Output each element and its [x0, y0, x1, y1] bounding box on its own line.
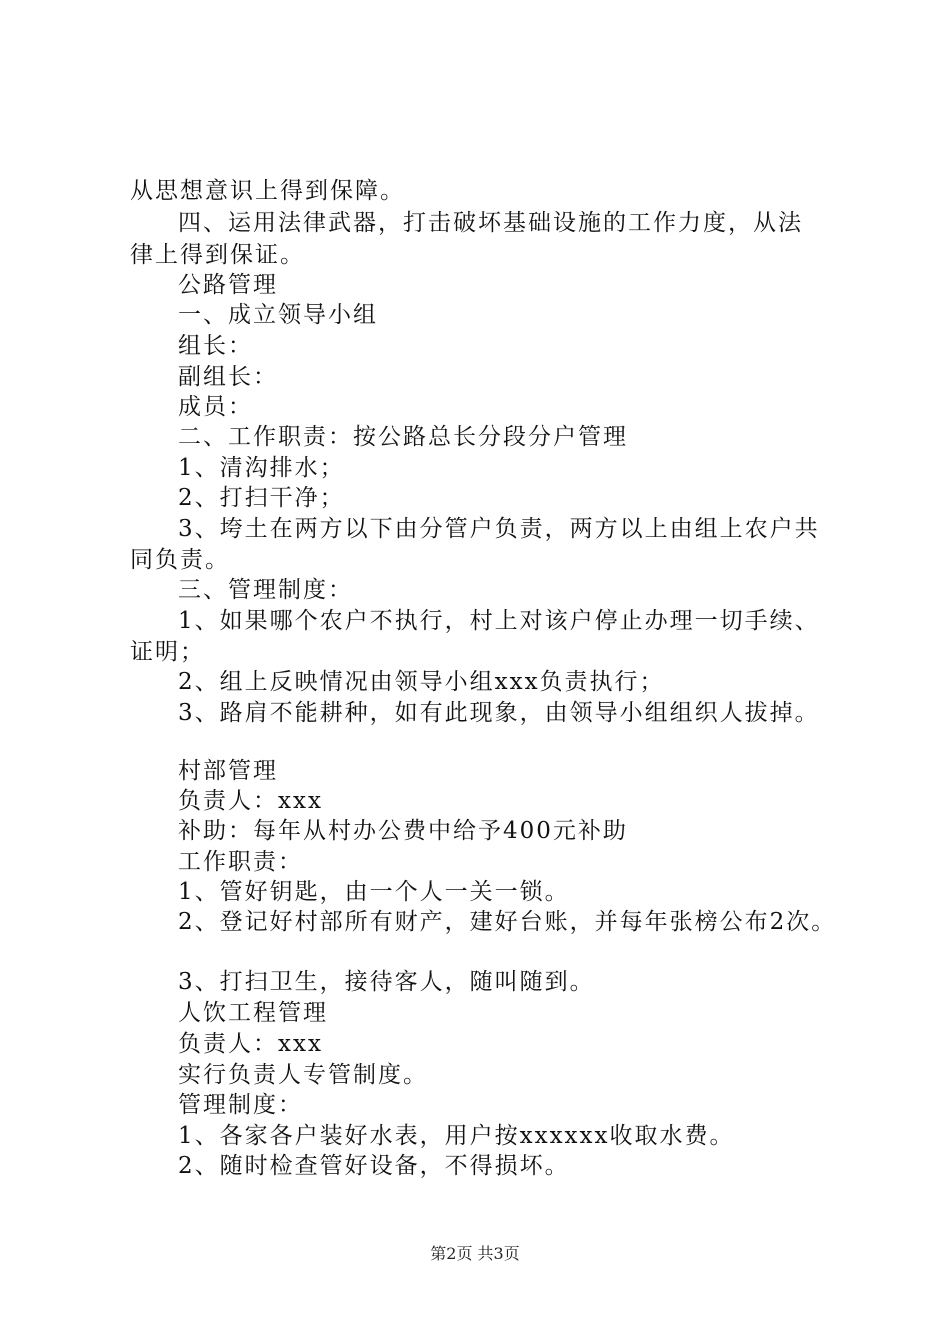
text-line: 副组长： — [178, 364, 278, 390]
text-line: 1、清沟排水； — [178, 455, 345, 481]
text-line: 三、管理制度： — [178, 577, 353, 603]
text-line: 负责人：xxx — [178, 1031, 323, 1057]
text-line: 从思想意识上得到保障。 — [130, 178, 405, 204]
text-line: 四、运用法律武器，打击破坏基础设施的工作力度，从法 — [178, 210, 803, 236]
section-heading: 公路管理 — [178, 272, 278, 298]
text-line: 工作职责： — [178, 849, 303, 875]
text-line: 2、打扫干净； — [178, 485, 345, 511]
text-line: 一、成立领导小组 — [178, 302, 378, 328]
text-line: 证明； — [130, 639, 205, 665]
page-footer: 第2页 共3页 — [430, 1244, 520, 1263]
text-line: 3、垮土在两方以下由分管户负责，两方以上由组上农户共 — [178, 516, 820, 542]
text-line: 1、如果哪个农户不执行，村上对该户停止办理一切手续、 — [178, 608, 820, 634]
section-heading: 村部管理 — [178, 758, 278, 784]
text-line: 3、路肩不能耕种，如有此现象，由领导小组组织人拔掉。 — [178, 700, 820, 726]
text-line: 组长： — [178, 333, 253, 359]
text-line: 同负责。 — [130, 547, 230, 573]
text-line: 管理制度： — [178, 1092, 303, 1118]
text-line: 3、打扫卫生，接待客人，随叫随到。 — [178, 969, 595, 995]
section-heading: 人饮工程管理 — [178, 1000, 328, 1026]
text-line: 2、随时检查管好设备，不得损坏。 — [178, 1153, 570, 1179]
text-line: 律上得到保证。 — [130, 242, 305, 268]
text-line: 负责人：xxx — [178, 788, 323, 814]
text-line: 成员： — [178, 394, 253, 420]
text-line: 2、登记好村部所有财产，建好台账，并每年张榜公布2次。 — [178, 909, 837, 935]
text-line: 实行负责人专管制度。 — [178, 1062, 428, 1088]
text-line: 1、各家各户装好水表，用户按xxxxxx收取水费。 — [178, 1123, 735, 1149]
text-line: 二、工作职责：按公路总长分段分户管理 — [178, 424, 628, 450]
text-line: 2、组上反映情况由领导小组xxx负责执行； — [178, 669, 665, 695]
text-line: 补助：每年从村办公费中给予400元补助 — [178, 818, 628, 844]
text-line: 1、管好钥匙，由一个人一关一锁。 — [178, 879, 570, 905]
